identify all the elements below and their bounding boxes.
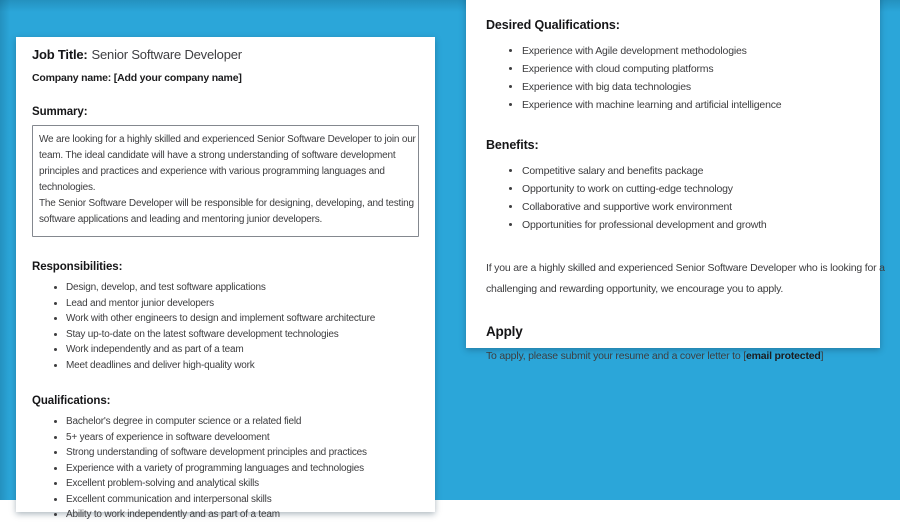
list-item: • Opportunity to work on cutting-edge technology xyxy=(522,180,866,198)
summary-line: software applications and leading and mentoring junior developers. xyxy=(39,214,323,225)
company-name-line: Company name: [Add your company name] xyxy=(32,72,242,84)
benefits-list xyxy=(486,162,866,234)
list-item: • Experience with a variety of programming languages and technologies xyxy=(66,461,419,477)
benefits-heading: Benefits: xyxy=(486,138,539,152)
list-item: • Competitive salary and benefits package xyxy=(522,162,866,180)
summary-heading: Summary: xyxy=(32,106,88,118)
list-item: • Work independently and as part of a team xyxy=(66,342,419,358)
list-item: • Ability to work independently and as part of a team xyxy=(66,507,419,523)
job-title-value: Senior Software Developer xyxy=(91,47,242,62)
summary-line: team. The ideal candidate will have a strong understanding of software development xyxy=(39,150,396,161)
list-item: • Stay up-to-date on the latest software development technologies xyxy=(66,327,419,343)
email-protected-link[interactable]: email protected xyxy=(745,350,821,362)
list-item: • Excellent problem-solving and analytical skills xyxy=(66,476,419,492)
apply-heading: Apply xyxy=(486,324,523,339)
closing-line: If you are a highly skilled and experienced Senior Software Developer who is looking for a xyxy=(486,262,885,274)
list-item: • Lead and mentor junior developers xyxy=(66,296,419,312)
responsibilities-heading: Responsibilities: xyxy=(32,261,123,273)
list-item: • Work with other engineers to design and implement software architecture xyxy=(66,311,419,327)
summary-line: principles and practices and experience with various programming languages and xyxy=(39,166,385,177)
responsibilities-list xyxy=(32,280,419,373)
closing-paragraph xyxy=(486,258,885,300)
apply-text-prefix: To apply, please submit your resume and a cover letter to [ xyxy=(486,350,746,362)
qualifications-list xyxy=(32,414,419,523)
summary-line: We are looking for a highly skilled and experienced Senior Software Developer to join our xyxy=(39,134,416,145)
apply-instructions xyxy=(486,348,866,364)
desired-qualifications-heading: Desired Qualifications: xyxy=(486,18,620,32)
right-page xyxy=(466,0,885,362)
job-title-line xyxy=(32,47,419,62)
list-item: • Collaborative and supportive work environment xyxy=(522,198,866,216)
summary-line: technologies. xyxy=(39,182,96,193)
list-item: • Excellent communication and interpersonal skills xyxy=(66,492,419,508)
qualifications-heading: Qualifications: xyxy=(32,395,111,407)
list-item: • Opportunities for professional development and growth xyxy=(522,216,866,234)
list-item: • Experience with Agile development methodologies xyxy=(522,42,866,60)
desired-qualifications-list xyxy=(486,42,866,114)
left-page xyxy=(16,37,435,520)
list-item: • Strong understanding of software development principles and practices xyxy=(66,445,419,461)
closing-line: challenging and rewarding opportunity, we encourage you to apply. xyxy=(486,283,784,295)
summary-text-box[interactable] xyxy=(32,125,419,237)
job-title-label: Job Title: xyxy=(32,47,88,62)
list-item: • Experience with big data technologies xyxy=(522,78,866,96)
list-item: • Meet deadlines and deliver high-quality work xyxy=(66,358,419,374)
list-item: • 5+ years of experience in software develooment xyxy=(66,430,419,446)
apply-text-suffix: ] xyxy=(820,350,824,362)
list-item: • Design, develop, and test software applications xyxy=(66,280,419,296)
list-item: • Experience with machine learning and artificial intelligence xyxy=(522,96,866,114)
list-item: • Experience with cloud computing platforms xyxy=(522,60,866,78)
list-item: • Bachelor's degree in computer science or a related field xyxy=(66,414,419,430)
summary-line: The Senior Software Developer will be responsible for designing, developing, and testing xyxy=(39,198,414,209)
